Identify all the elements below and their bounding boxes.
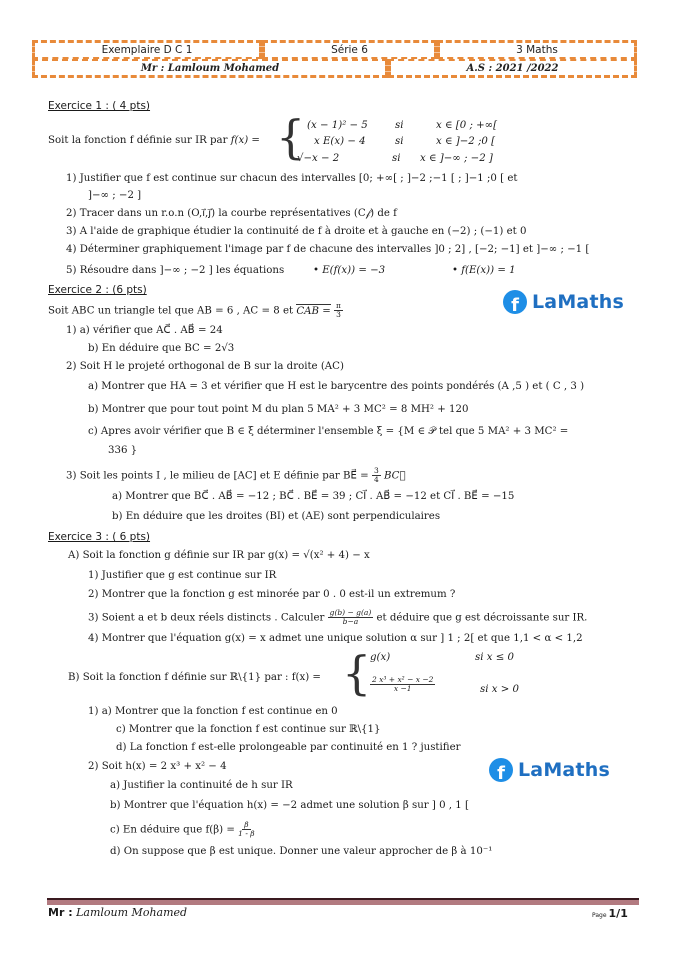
header-class: 3 Maths: [437, 40, 637, 59]
footer-page-label: Page: [592, 912, 607, 919]
ex3-B1d: d) La fonction f est-elle prolongeable par continuité en 1 ? justifier: [116, 742, 461, 753]
ex2-intro-text: Soit ABC un triangle tel que AB = 6 , AC = 8 et: [48, 305, 294, 317]
ex3-A3-den: b−a: [342, 617, 359, 626]
ex2-q3a: a) Montrer que BC⃗ . AB⃗ = −12 ; BC⃗ . BE⃗ = 39 ; CI⃗ . AB⃗ = −12 et CI⃗ . BE⃗ = −15: [112, 491, 515, 502]
ex1-q4: 4) Déterminer graphiquement l'image par f de chacune des intervalles ]0 ; 2] , [−2; −1] et ]−∞ ; −1 [: [66, 244, 590, 255]
header-series: Série 6: [262, 40, 437, 59]
case-2-cond: x ∈ ]−2 ;0 [: [436, 136, 496, 147]
logo-text: LaMaths: [518, 759, 610, 781]
footer-divider: [47, 898, 639, 905]
ex3-B2d: d) On suppose que β est unique. Donner une valeur approcher de β à 10⁻¹: [110, 846, 493, 857]
ex3-B2: 2) Soit h(x) = 2 x³ + x² − 4: [88, 761, 227, 772]
ex2-q1a: 1) a) vérifier que AC⃗ . AB⃗ = 24: [66, 325, 223, 336]
ex2-q2c-cont: 336 }: [108, 445, 138, 456]
exercise-1-intro-text: Soit la fonction f définie sur IR par: [48, 135, 228, 146]
ex3-B2b: b) Montrer que l'équation h(x) = −2 admet une solution β sur ] 0 , 1 [: [110, 800, 469, 811]
ex3-A3-text: 3) Soient a et b deux réels distincts . Calculer: [88, 612, 325, 624]
ex3-B1c: c) Montrer que la fonction f est continue sur ℝ\{1}: [116, 724, 381, 735]
ex3-B-case1-cond: si x ≤ 0: [475, 652, 514, 663]
ex2-angle: CAB =: [296, 305, 331, 317]
facebook-icon: f: [489, 758, 513, 782]
ex1-q1: 1) Justifier que f est continue sur chacun des intervalles [0; +∞[ ; ]−2 ;−1 [ ; ]−1 ;0 [ et: [66, 173, 518, 184]
ex2-q3: [66, 467, 406, 484]
exercise-3-title: Exercice 3 : ( 6 pts): [48, 531, 151, 543]
ex3-A: A) Soit la fonction g définie sur IR par g(x) = √(x² + 4) − x: [68, 550, 370, 561]
exercise-1-title: Exercice 1 : ( 4 pts): [48, 100, 151, 112]
header-year: A.S : 2021 /2022: [388, 59, 637, 78]
header-copy: Exemplaire D C 1: [32, 40, 262, 59]
case-3-si: si: [392, 153, 401, 164]
ex3-A3-end: et déduire que g est décroissante sur IR.: [376, 612, 588, 624]
ex3-A3-num: g(b) − g(a): [329, 608, 372, 617]
case-1-si: si: [395, 120, 404, 131]
ex1-q5: 5) Résoudre dans ]−∞ ; −2 ] les équations: [66, 265, 285, 276]
ex2-angle-den: 3: [336, 310, 341, 319]
piecewise-brace-b: {: [342, 646, 372, 700]
ex3-B-case2-cond: si x > 0: [480, 684, 519, 695]
ex3-B-case2-num: 2 x³ + x² − x −2: [372, 675, 434, 684]
case-3-cond: x ∈ ]−∞ ; −2 ]: [420, 153, 493, 164]
lamaths-logo-bottom: [489, 758, 610, 782]
ex3-B1a: 1) a) Montrer que la fonction f est continue en 0: [88, 706, 338, 717]
ex3-B-case2: [370, 676, 435, 693]
ex3-B-case1: g(x): [370, 652, 391, 663]
ex1-q5-eq2: • f(E(x)) = 1: [452, 265, 516, 276]
case-2-expr: x E(x) − 4: [314, 136, 366, 147]
ex2-q2b: b) Montrer que pour tout point M du plan 5 MA² + 3 MC² = 8 MH² + 120: [88, 404, 469, 415]
ex3-B-case2-fraction: [370, 676, 435, 693]
ex3-B2c-fraction: [238, 821, 254, 838]
ex2-q3-text: 3) Soit les points I , le milieu de [AC] et E définie par BE⃗ =: [66, 470, 369, 482]
ex2-q1b: b) En déduire que BC = 2√3: [88, 343, 235, 354]
piecewise-brace: {: [276, 110, 306, 164]
logo-text: LaMaths: [532, 291, 624, 313]
ex1-q1-cont: ]−∞ ; −2 ]: [88, 190, 142, 201]
ex3-B-case2-den: x −1: [393, 684, 412, 693]
header-table: [32, 40, 637, 82]
ex2-angle-fraction: [334, 302, 343, 319]
exercise-2-title: Exercice 2 : (6 pts): [48, 284, 147, 296]
footer-page-value: 1/1: [608, 907, 628, 920]
ex2-q3-fraction: [372, 467, 381, 484]
exercise-1-fx: f(x) =: [230, 135, 260, 146]
case-2-si: si: [395, 136, 404, 147]
ex3-B2a: a) Justifier la continuité de h sur IR: [110, 780, 293, 791]
lamaths-logo-top: [503, 290, 624, 314]
ex2-angle-num: π: [335, 301, 341, 310]
ex2-q3-num: 3: [373, 466, 379, 475]
facebook-icon: f: [503, 290, 527, 314]
ex2-q2a: a) Montrer que HA = 3 et vérifier que H est le barycentre des points pondérés (A ,5 ) et ( C , 3 ): [88, 381, 585, 392]
case-1-expr: (x − 1)² − 5: [307, 120, 368, 131]
ex3-B2c-num: β: [244, 820, 249, 829]
case-3-expr: √−x − 2: [297, 153, 340, 164]
exercise-2-intro: [48, 302, 343, 319]
footer-author-prefix: Mr :: [48, 906, 73, 919]
case-1-cond: x ∈ [0 ; +∞[: [436, 120, 498, 131]
ex3-A4: 4) Montrer que l'équation g(x) = x admet une unique solution α sur ] 1 ; 2[ et que 1,1 < α < 1,2: [88, 633, 583, 644]
ex1-q3: 3) A l'aide de graphique étudier la continuité de f à droite et à gauche en (−2) ; (−1) et 0: [66, 226, 527, 237]
ex2-q3-den: 4: [373, 475, 379, 484]
footer-author: [48, 906, 187, 919]
ex2-q2: 2) Soit H le projeté orthogonal de B sur la droite (AC): [66, 361, 344, 372]
ex2-q2c: c) Apres avoir vérifier que B ∈ ξ déterminer l'ensemble ξ = {M ∈ 𝒫 tel que 5 MA² + 3 MC² =: [88, 426, 569, 437]
exercise-1-intro: [48, 134, 260, 147]
ex2-q3b: b) En déduire que les droites (BI) et (AE) sont perpendiculaires: [112, 511, 441, 522]
ex3-A1: 1) Justifier que g est continue sur IR: [88, 570, 277, 581]
footer-page: [592, 907, 628, 920]
ex3-A2: 2) Montrer que la fonction g est minorée par 0 . 0 est-il un extremum ?: [88, 589, 456, 600]
ex3-A3-fraction: [328, 609, 374, 626]
ex1-q5-eq1: • E(f(x)) = −3: [313, 265, 386, 276]
ex3-A3: [88, 609, 587, 626]
ex3-B2c-text: c) En déduire que f(β) =: [110, 824, 235, 836]
ex1-q2: 2) Tracer dans un r.o.n (O,i⃗,j⃗) la courbe représentatives (C𝒻) de f: [66, 208, 397, 219]
ex2-q3-end: BC⃗: [384, 470, 406, 482]
header-teacher: Mr : Lamloum Mohamed: [32, 59, 388, 78]
footer-author-name: Lamloum Mohamed: [76, 906, 188, 919]
ex3-B2c: [110, 821, 255, 838]
ex3-B2c-den: 1 - β: [238, 829, 255, 838]
ex3-B: B) Soit la fonction f définie sur ℝ\{1} par : f(x) =: [68, 672, 321, 683]
